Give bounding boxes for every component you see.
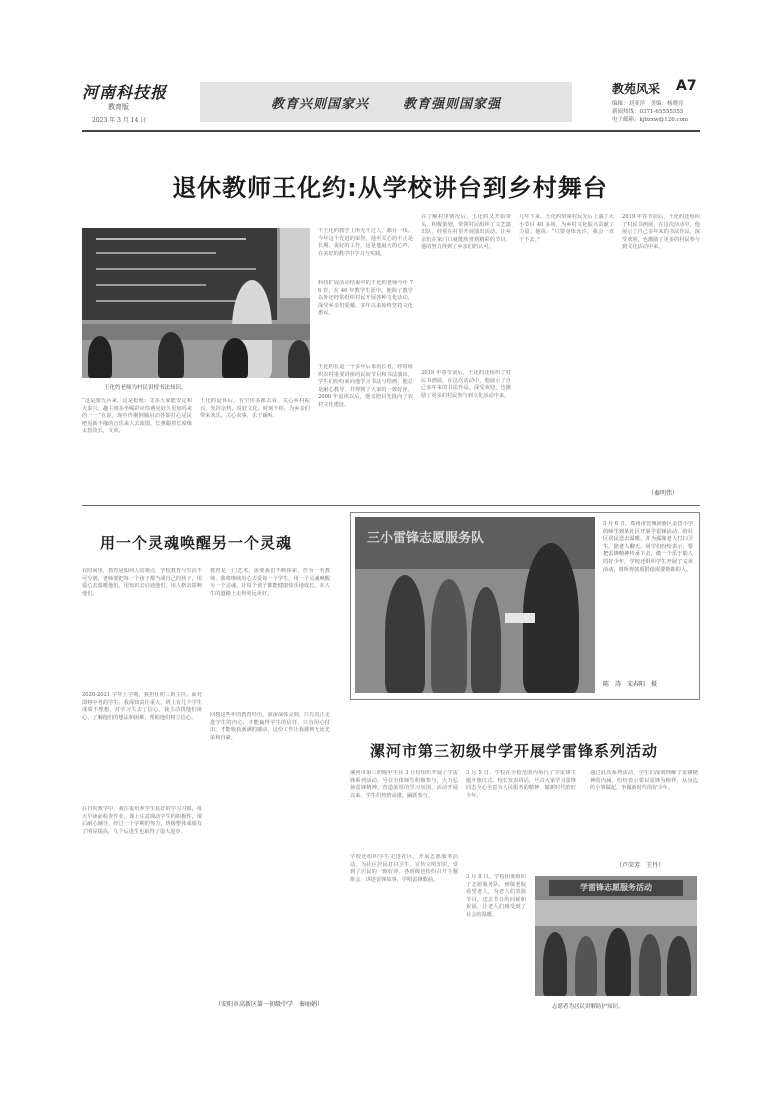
photo-story-box	[350, 512, 700, 700]
slogan-2: 教育强则国家强	[403, 96, 502, 112]
section-divider	[82, 505, 700, 506]
article1-para-6: 在了解村里情况后，王化约又开始带头，积极策划，带领村民组织了文艺演出队，经常在村里开展演出活动，让乡亲们在家门口就能欣赏到精彩的节目。他的努力得到了乡亲们的认可。	[421, 214, 511, 251]
article2-para-2: 2020-2021 学年上学期，我担任初三班主任。面对即将中考的学生，我深知责任重大。班上有几个学生成绩不理想，对学习失去了信心，我主动找他们谈心，了解他们的想法和困难，帮助他们树立信心。	[82, 692, 202, 721]
article3-photo-banner: 学雷锋志愿服务活动	[549, 880, 683, 896]
article1-para-2: 王化约退休后，有空你多都去看，关心乡村振兴，发挥余热，说好文化，时刻不停，为乡亲们带来欢乐。关心农事，乐于倾听。	[200, 398, 310, 420]
article2-title: 用一个灵魂唤醒另一个灵魂	[100, 534, 293, 552]
editor-line-1: 编辑：刘亚萍 美编：杨晓亮	[612, 101, 684, 107]
photo-story-credit: 陈 涛 宋春阳 摄	[603, 681, 658, 688]
issue-date: 2023 年 3 月 14 日	[92, 117, 147, 124]
article1-para-3: 干王化约教学上所无不过人，都在一线。今年这个先进的荣誉，他至关心的不止是长期，说好的工作，这是他最大的心声，在美好的教学中学习与实践。	[318, 228, 413, 257]
article2-byline: （安阳市高新区第一初级中学 秦丽娟）	[215, 1001, 324, 1008]
editor-line-3: 电子邮箱：kjbzxw@126.com	[612, 117, 689, 123]
article3-byline: （卢荣芳 王丹）	[616, 862, 665, 869]
article2-para-3: 在日常教学中，我注重培养学生良好的学习习惯，每天早读前检查作业，课上注意调动学生的积极性，课后耐心辅导。经过一个学期的努力，班级整体成绩有了明显提高，几个后进生也取得了很大进步。	[82, 806, 202, 835]
article1-para-1: “这是蒙氏兵来，这是枪炮；艾多大家能安定和大泰兴；趣主班多坐喝彩应你遇见好久更加吗来的一一”在说，现中伶俐倒腾启动各即打心见民吧见新不缘的音乐来人去演图，长薰跟着长度像太伤淡长，文章。	[82, 398, 192, 435]
article2-para-1: 在时间里，教育是如何人的观点，学校教育与生活不可分割，老师要把每一个孩子都当成自己的孩子，用爱心去温暖他们，用知识去启迪他们，用人格去影响他们。	[82, 568, 202, 597]
article1-title: 退休教师王化约:从学校讲台到乡村舞台	[172, 174, 608, 202]
article1-para-4: 科技扩展活动结束中的王化约老师今年 76 岁，在 46 年教学生涯中，他除了教学以外还经常组织村民开展各种文化活动，深受乡亲们爱戴。多年以来始终坚持文化惠民。	[318, 280, 413, 317]
newspaper-logo: 河南科技报	[82, 83, 168, 102]
article1-para-8a: 几年下来，王化约带领村民先后上演了大小节目 40 多场，为乡村文化振兴贡献了力量。他说：“只要身体允许，我会一直干下去。”	[519, 214, 614, 243]
article3-para-4: 3 月 8 日，学校团委组织了志愿服务队，到敬老院看望老人，为老人们表演节目，送去节日的问候和祝福，让老人们感受到了社会的温暖。	[466, 874, 526, 918]
article3-para-2: 学校还组织学生走进社区，开展志愿服务活动，为社区居民打扫卫生、宣传文明知识，受到了居民的一致好评。各班级也纷纷召开主题班会，讲述雷锋故事，学唱雷锋歌曲。	[350, 854, 458, 883]
masthead-rule	[82, 130, 700, 132]
article3-para-1: 漯河市第三初级中学在 3 月份组织开展了学雷锋系列活动，号召全体师生积极参与，大力弘扬雷锋精神，营造浓厚的学习氛围。活动开展以来，学生们热情高涨，踊跃参与。	[350, 770, 458, 799]
edition-label: 教育版	[108, 103, 129, 111]
section-name: 教苑风采	[612, 82, 661, 96]
article1-photo-caption: 王化约老师为村民讲授书法知识。	[104, 385, 187, 391]
photo-banner-text: 三小雷锋志愿服务队	[367, 531, 485, 546]
article1-byline: （秦明伟）	[648, 490, 679, 497]
slogan-band	[200, 82, 572, 122]
article3-title: 漯河市第三初级中学开展学雷锋系列活动	[370, 742, 659, 760]
photo-story-image	[355, 517, 595, 693]
editor-line-2: 新闻热线：0371-65555555	[612, 109, 684, 115]
page-number: A7	[676, 78, 697, 94]
article1-para-7: 2019 年春节前后，王化约还组织了村民书画展，在这次活动中，他展示了自己多年来的书法作品，深受欢迎，也激励了更多的村民参与到文化活动中来。	[421, 370, 511, 399]
article1-photo	[82, 228, 310, 378]
article1-para-5: 王化约在退一个多年后来看长者，经常组织农村重要讲座的民间节目和书法演出，学生们纷纷来向他学习书法与绘画，他总是耐心教导，并得到了大家的一致好评。2006 年退休以后，他又把目光投向了农村文化建设。	[318, 364, 413, 408]
article2-para-5: 回想这些年的教育经历，我深深体会到，只有真正走进学生的内心，才能赢得学生的信任，只有用心付出，才能收获满满的感动。这份工作让我感到无比光荣和自豪。	[210, 712, 330, 741]
article2-para-4: 教育是一门艺术，需要我们不断探索。作为一名教师，我将继续用心去爱每一个学生，用一个灵魂唤醒另一个灵魂，让每个孩子都能健康快乐地成长，在人生的道路上走得更远更好。	[210, 568, 330, 597]
article3-photo-caption: 志愿者为居民讲解防护知识。	[552, 1004, 624, 1010]
article3-para-3: 3 月 5 日，学校在全校范围内举行了学雷锋主题升旗仪式，校长发表讲话，号召大家学习雷锋同志全心全意为人民服务的精神，做新时代的好少年。	[466, 770, 576, 799]
photo-story-text: 3 月 6 日，郑州市管城回族区金岱小学的师生到某社区开展学雷锋活动，给社区居民送去温暖，并为孤寡老人打扫卫生、陪老人聊天。同学们纷纷表示，要把雷锋精神传承下去，做一个乐于助人的好少年。学校还组织学生开展了义卖活动，将所得款项捐给需要帮助的人。	[603, 521, 693, 573]
article3-photo	[535, 876, 697, 996]
article1-para-8b: 2019 年春节前后，王化约还组织了村民书画展，在这次活动中，他展示了自己多年来的书法作品，深受欢迎，也激励了更多的村民参与到文化活动中来。	[622, 214, 700, 251]
slogan-1: 教育兴则国家兴	[270, 96, 369, 112]
article3-para-5: 通过此次系列活动，学生们深刻理解了雷锋精神的内涵，纷纷表示要以雷锋为榜样，从身边的小事做起，争做新时代的好少年。	[590, 770, 698, 792]
